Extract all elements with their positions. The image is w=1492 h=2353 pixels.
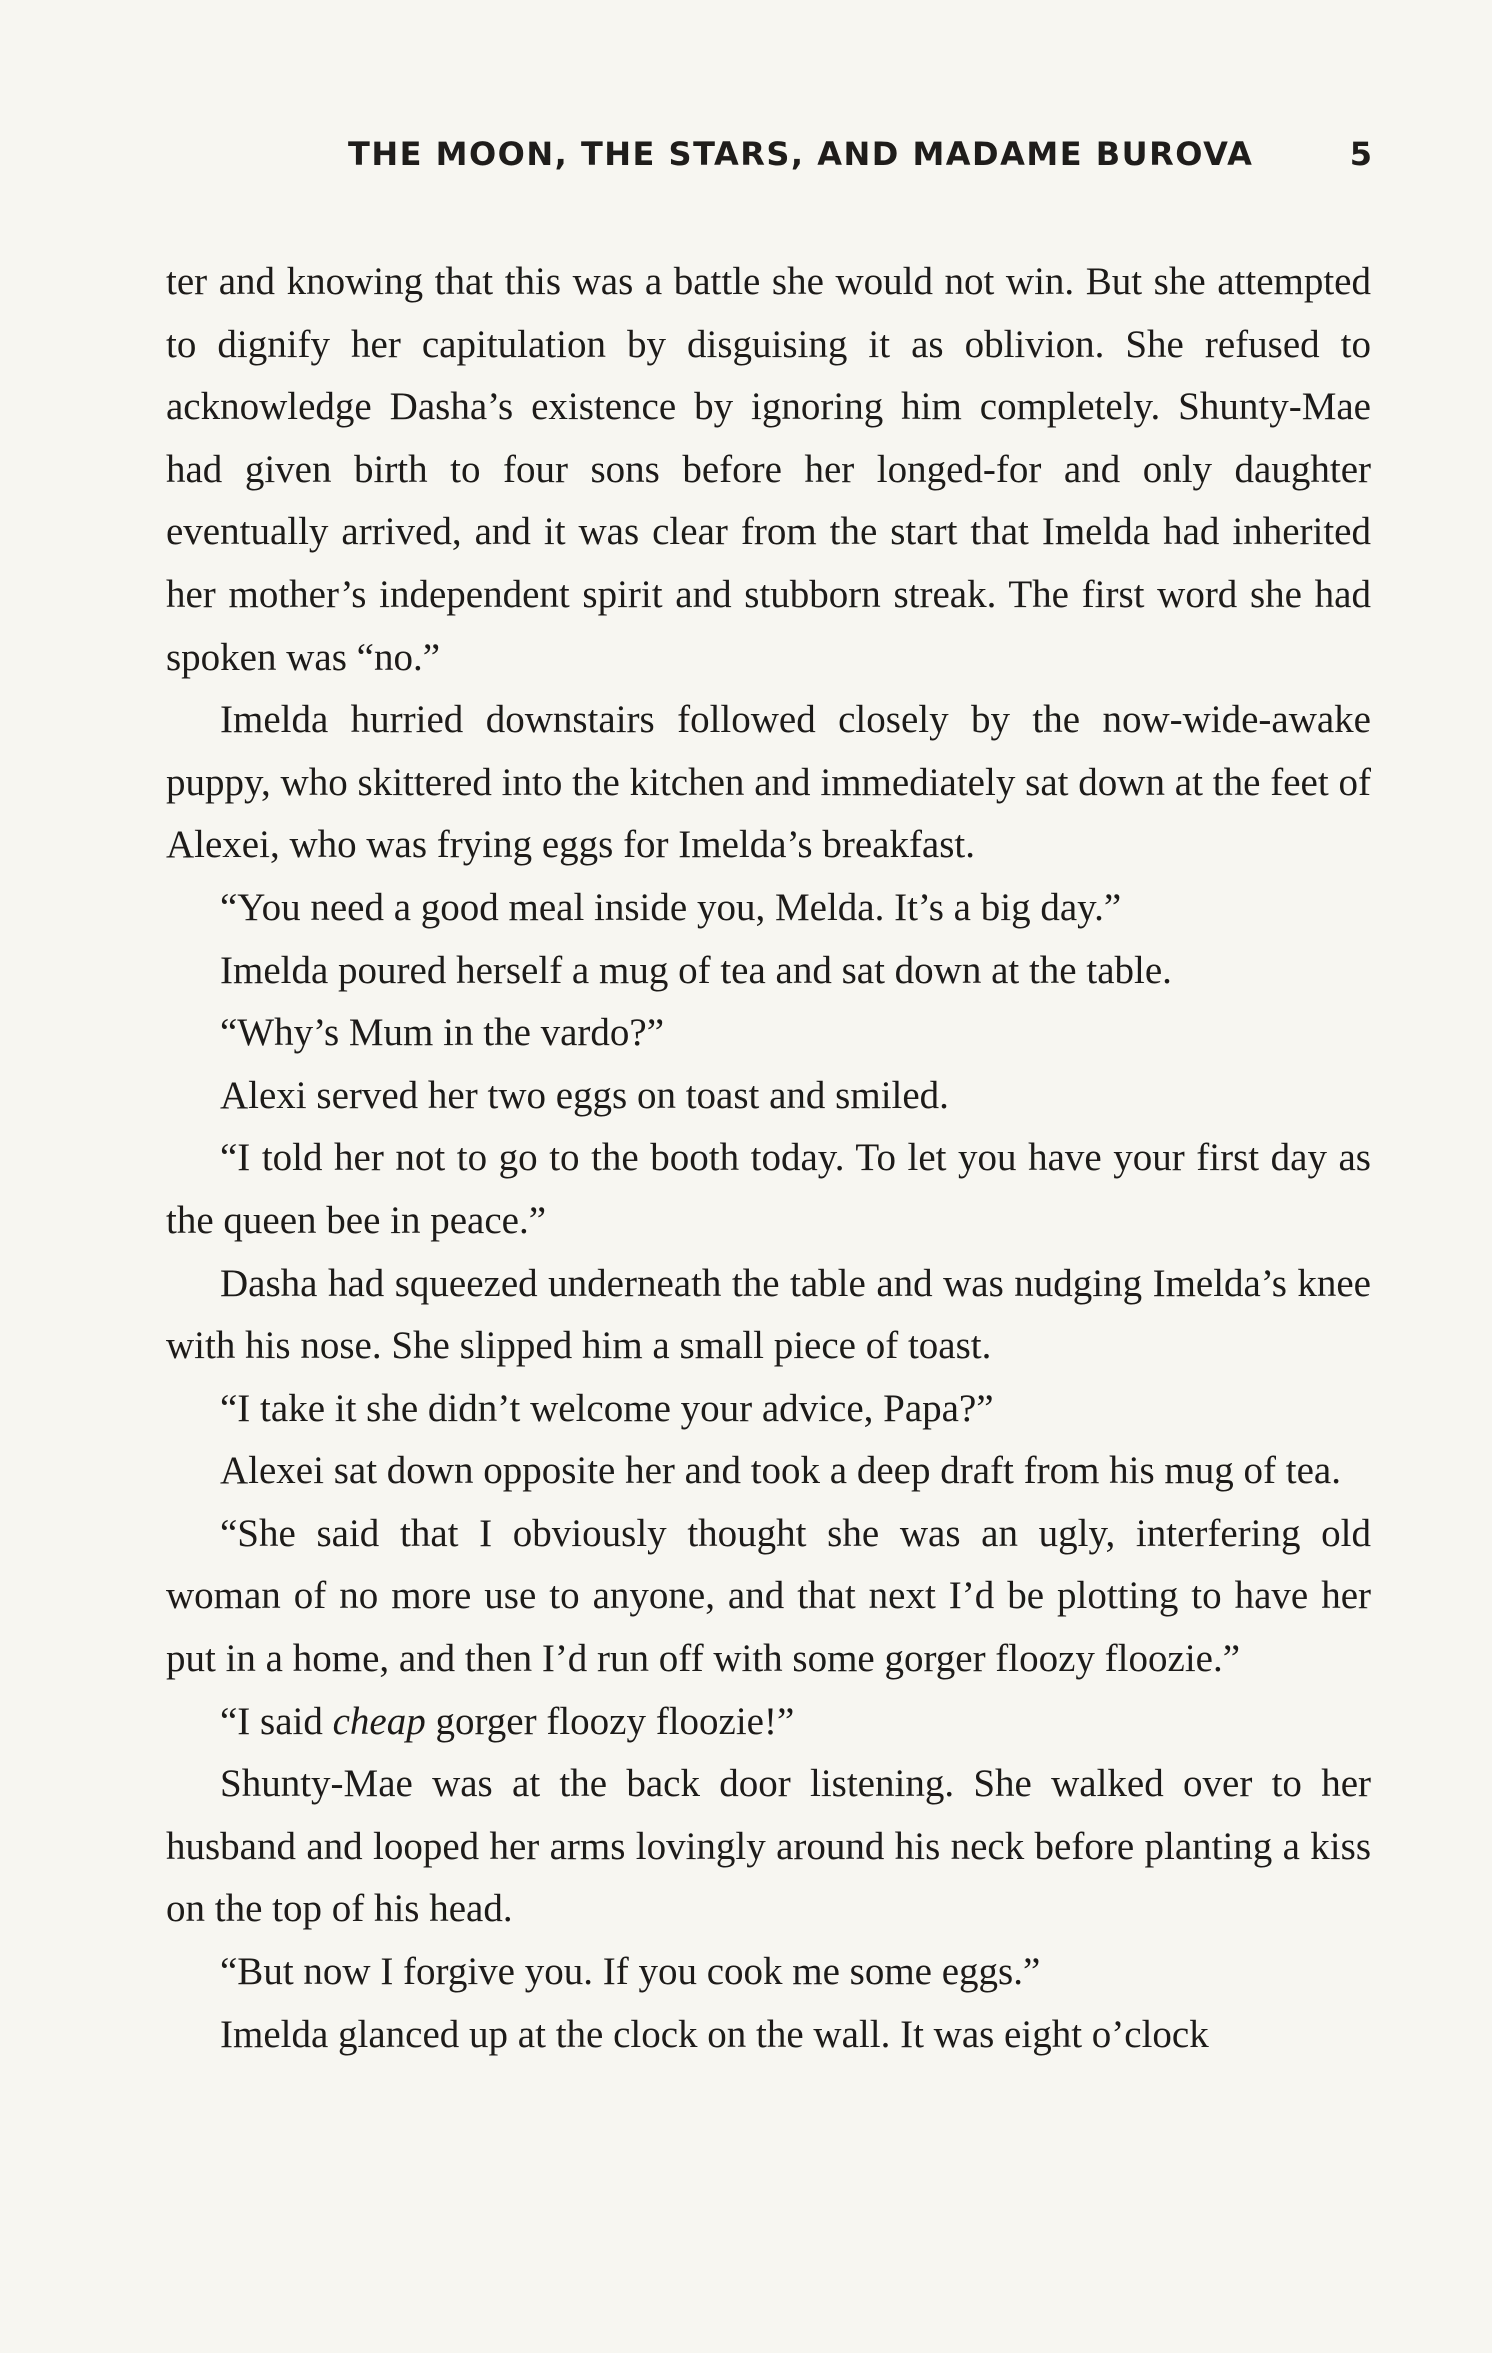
running-head: THE MOON, THE STARS, AND MADAME BUROVA xyxy=(348,135,1254,173)
paragraph: “Why’s Mum in the vardo?” xyxy=(220,1011,665,1055)
body-text xyxy=(166,251,1371,2066)
text-run: “I said xyxy=(220,1699,333,1743)
emphasized-word: cheap xyxy=(332,1699,426,1743)
text-run: gorger floozy floozie!” xyxy=(425,1699,795,1743)
paragraph: “I take it she didn’t welcome your advice, Papa?” xyxy=(220,1386,994,1430)
paragraph-with-emphasis xyxy=(166,1691,1371,1754)
paragraph: “She said that I obviously thought she was an ugly, interfering old woman of no more use to anyone, and that next I’d be plotting to have her put in a home, and then I’d run off with some gorger floozy floozie.” xyxy=(166,1511,1371,1681)
paragraph: “You need a good meal inside you, Melda. It’s a big day.” xyxy=(220,885,1122,929)
paragraph: “But now I forgive you. If you cook me some eggs.” xyxy=(220,1950,1041,1994)
paragraph: Alexi served her two eggs on toast and smiled. xyxy=(220,1073,949,1117)
paragraph: Imelda hurried downstairs followed closely by the now-wide-awake puppy, who skittered into the kitchen and immediately sat down at the feet of Alexei, who was frying eggs for Imelda’s breakfast. xyxy=(166,698,1371,867)
paragraph: Imelda glanced up at the clock on the wall. It was eight o’clock xyxy=(220,2012,1209,2056)
page-number: 5 xyxy=(1349,135,1372,173)
paragraph: Imelda poured herself a mug of tea and sat down at the table. xyxy=(220,948,1172,992)
paragraph: Shunty-Mae was at the back door listening. She walked over to her husband and looped her arms lovingly around his neck before planting a kiss on the top of his head. xyxy=(166,1762,1371,1931)
paragraph: Alexei sat down opposite her and took a deep draft from his mug of tea. xyxy=(220,1449,1341,1493)
paragraph: ter and knowing that this was a battle she would not win. But she attempted to dignify her capitulation by disguising it as oblivion. She refused to acknowledge Dasha’s existence by ignoring him completely. Shunty-Mae had given birth to four sons before her longed-for and only daughter eventually arrived, and it was clear from the start that Imelda had inherited her mother’s independent spirit and stubborn streak. The first word she had spoken was “no.” xyxy=(166,260,1371,679)
paragraph: Dasha had squeezed underneath the table and was nudging Imelda’s knee with his nose. She slipped him a small piece of toast. xyxy=(166,1261,1371,1368)
paragraph: “I told her not to go to the booth today. To let you have your first day as the queen bee in peace.” xyxy=(166,1136,1371,1242)
